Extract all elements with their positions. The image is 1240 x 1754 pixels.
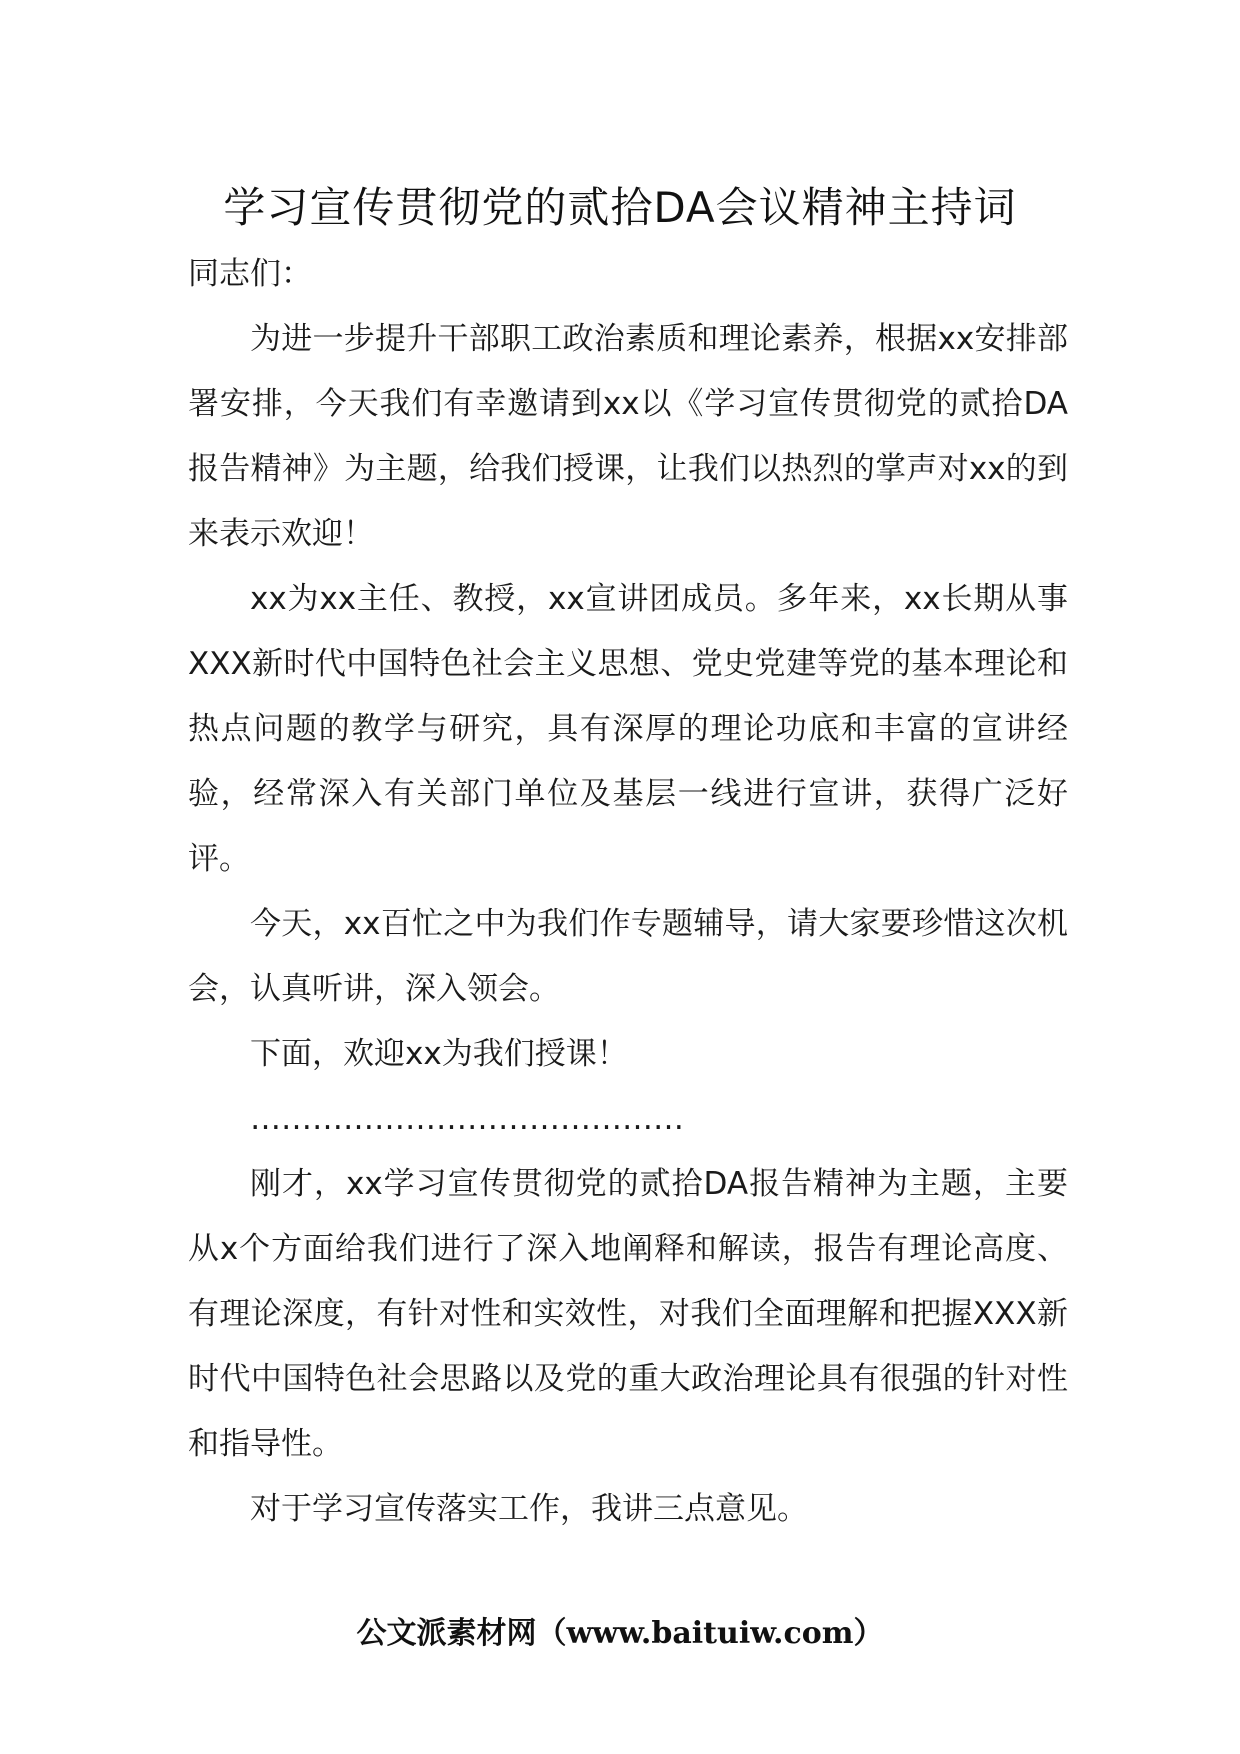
paragraph: 今天，xx百忙之中为我们作专题辅导，请大家要珍惜这次机会，认真听讲，深入领会。 bbox=[188, 906, 1068, 1007]
separator-dots: …………………………………… bbox=[250, 1101, 684, 1137]
salutation: 同志们： bbox=[188, 256, 312, 292]
paragraph: 下面，欢迎xx为我们授课！ bbox=[250, 1036, 628, 1072]
paragraph: 对于学习宣传落实工作，我讲三点意见。 bbox=[250, 1491, 808, 1527]
paragraph: 刚才，xx学习宣传贯彻党的贰拾DA报告精神为主题，主要从x个方面给我们进行了深入地阐释和解读，报告有理论高度、有理论深度，有针对性和实效性，对我们全面理解和把握XXX新时代中国特色社会思路以及党的重大政治理论具有很强的针对性和指导性。 bbox=[188, 1166, 1068, 1462]
document-body bbox=[188, 242, 1068, 1542]
document-title: 学习宣传贯彻党的贰拾DA会议精神主持词 bbox=[223, 183, 1017, 232]
paragraph: 为进一步提升干部职工政治素质和理论素养，根据xx安排部署安排，今天我们有幸邀请到xx以《学习宣传贯彻党的贰拾DA报告精神》为主题，给我们授课，让我们以热烈的掌声对xx的到来表示欢迎！ bbox=[188, 321, 1068, 552]
footer-watermark: 公文派素材网（www.baituiw.com） bbox=[356, 1616, 884, 1651]
paragraph: xx为xx主任、教授，xx宣讲团成员。多年来，xx长期从事XXX新时代中国特色社会主义思想、党史党建等党的基本理论和热点问题的教学与研究，具有深厚的理论功底和丰富的宣讲经验，经常深入有关部门单位及基层一线进行宣讲，获得广泛好评。 bbox=[188, 581, 1068, 877]
